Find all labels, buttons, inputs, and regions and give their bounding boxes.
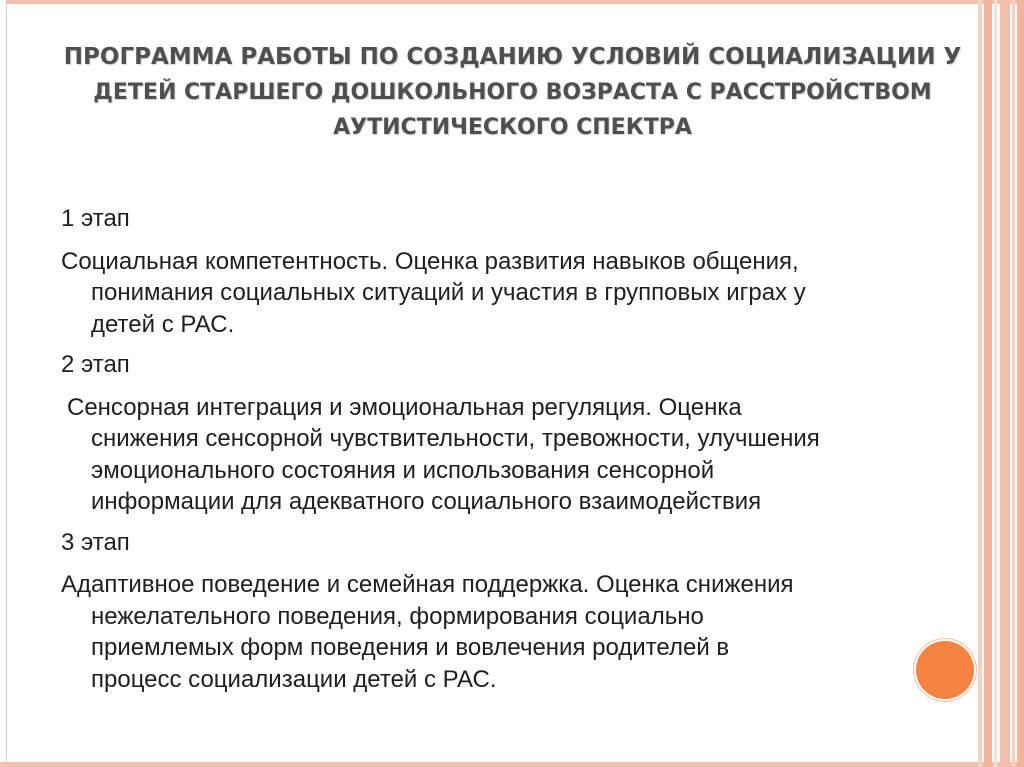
frame-bottom-border: [0, 762, 1024, 767]
text-line: эмоционального состояния и использования сенсорной: [91, 456, 715, 484]
frame-top-border: [0, 0, 1024, 4]
decorative-orange-circle: [916, 641, 974, 699]
stage-2-label: 2 этап: [61, 351, 130, 378]
title-line: ПРОГРАММА РАБОТЫ ПО СОЗДАНИЮ УСЛОВИЙ СОЦИАЛИЗАЦИИ У: [63, 44, 962, 70]
frame-left-border: [0, 0, 7, 767]
text-line: Социальная компетентность. Оценка развития навыков общения,: [61, 247, 799, 275]
decorative-stripes: [978, 0, 1024, 767]
title-line: АУТИСТИЧЕСКОГО СПЕКТРА: [333, 115, 692, 140]
stripe: [984, 0, 992, 767]
text-line: информации для адекватного социального взаимодействия: [91, 488, 762, 515]
text-line: процесс социализации детей с РАС.: [91, 665, 497, 693]
stage-2-description: [61, 392, 966, 518]
stripe: [1017, 0, 1024, 767]
stage-3-label: 3 этап: [61, 528, 130, 556]
stage-3-description: [61, 569, 966, 695]
stage-1-description: [61, 246, 966, 341]
stripe: [978, 0, 982, 767]
text-line: нежелательного поведения, формирования социально: [91, 602, 704, 630]
text-line: детей с РАС.: [91, 310, 235, 338]
text-line: Адаптивное поведение и семейная поддержка. Оценка снижения: [61, 571, 794, 598]
text-line: приемлемых форм поведения и вовлечения родителей в: [91, 634, 730, 661]
stripe: [1000, 0, 1010, 767]
slide-body: [61, 203, 966, 704]
stripe: [1012, 0, 1015, 767]
stripe: [994, 0, 997, 767]
title-line: ДЕТЕЙ СТАРШЕГО ДОШКОЛЬНОГО ВОЗРАСТА С РАССТРОЙСТВОМ: [93, 80, 932, 105]
slide-title: [60, 40, 965, 145]
text-line: понимания социальных ситуаций и участия в групповых играх у: [91, 279, 806, 306]
stage-1-label: 1 этап: [61, 205, 130, 232]
text-line: Сенсорная интеграция и эмоциональная регуляция. Оценка: [67, 393, 742, 421]
text-line: снижения сенсорной чувствительности, тревожности, улучшения: [91, 425, 820, 452]
